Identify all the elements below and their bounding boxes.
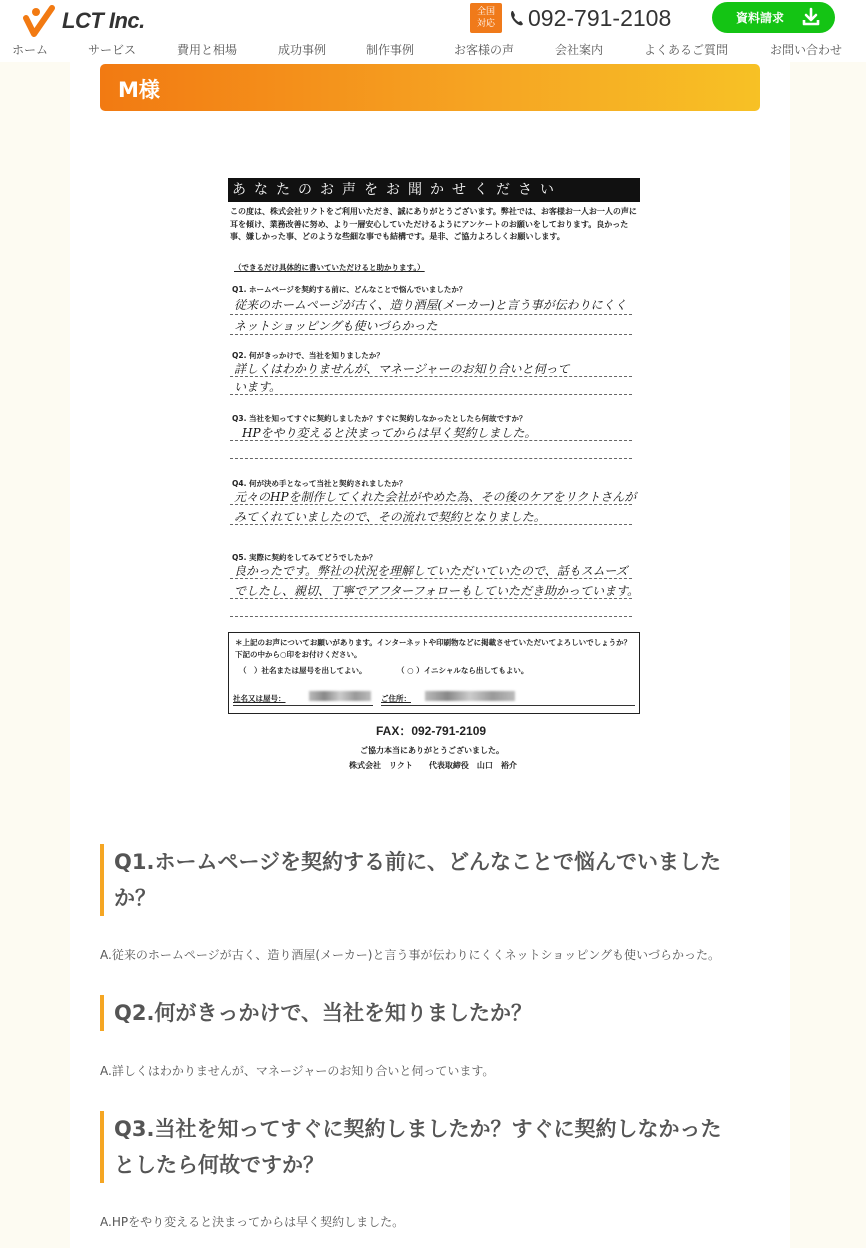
answer-line: [230, 394, 632, 395]
question-heading-2: Q2.何がきっかけで、当社を知りましたか？: [100, 995, 760, 1031]
address-label: ご住所：: [381, 694, 411, 703]
consent-text: ＊上記のお声についてお願いがあります。インターネットや印刷物などに掲載させていただいてよろしいでしょうか？下記の中から○印をお付けください。: [235, 638, 632, 659]
redacted-company: [309, 691, 371, 701]
form-heading: あなたのお声をお聞かせください: [228, 178, 640, 202]
answer-line: [230, 578, 632, 579]
form-question: Q1. ホームページを契約する前に、どんなことで悩んでいましたか？: [232, 285, 467, 294]
phone-number[interactable]: [509, 4, 671, 32]
form-question: Q2. 何がきっかけで、当社を知りましたか？: [232, 351, 384, 360]
question-heading-1: Q1.ホームページを契約する前に、どんなことで悩んでいました か？: [100, 844, 760, 916]
download-icon: [801, 7, 821, 27]
answer-line: [230, 440, 632, 441]
form-intro: この度は、株式会社リクトをご利用いただき、誠にありがとうございます。弊社では、お客様お一人お一人の声に耳を傾け、業務改善に努め、より一層安心していただけるようにアンケートのお願いをしております。良かった事、嫌しかった事、どのような些細な事でも結構です。是非、ご協力よろしくお願いします。: [230, 207, 637, 241]
handwritten-answer: 詳しくはわかりませんが、マネージャーのお知り合いと伺って: [234, 362, 570, 376]
page-title-bar: [100, 64, 760, 111]
logo-mark-icon: [22, 4, 60, 38]
nav-item-home[interactable]: ホーム: [12, 43, 49, 57]
handwritten-answer: 従来のホームページが古く、造り酒屋(メーカー)と言う事が伝わりにくく: [234, 298, 627, 312]
redacted-address: [425, 691, 515, 701]
address-underline: [381, 705, 635, 706]
answer-line: [230, 334, 632, 335]
main-nav: [0, 40, 866, 60]
answer-line: [230, 376, 632, 377]
signature: 株式会社 リクト 代表取締役 山口 裕介: [349, 761, 517, 770]
answer-line: [230, 504, 632, 505]
handwritten-answer: ネットショッピングも使いづらかった: [234, 319, 438, 333]
request-materials-button[interactable]: 資料請求: [712, 2, 835, 33]
answer-line: [230, 524, 632, 525]
thanks-message: ご協力本当にありがとうございました。: [360, 746, 504, 755]
form-note: （できるだけ具体的に書いていただけると助かります。）: [234, 263, 425, 272]
question-heading-3: Q3.当社を知ってすぐに契約しましたか？すぐに契約しなかった としたら何故ですか？: [100, 1111, 760, 1183]
form-question: Q5. 実際に契約をしてみてどうでしたか？: [232, 553, 377, 562]
handwritten-answer: 良かったです。弊社の状況を理解していただいていたので、話もスムーズ: [234, 564, 628, 578]
logo-text: LCT Inc.: [62, 8, 145, 33]
form-question: Q3. 当社を知ってすぐに契約しましたか？すぐに契約しなかったとしたら何故ですか？: [232, 414, 527, 423]
nav-item-works[interactable]: 制作事例: [366, 43, 415, 57]
nav-item-voices[interactable]: お客様の声: [454, 43, 515, 57]
nav-item-service[interactable]: サービス: [88, 43, 137, 57]
phone-icon: [509, 9, 525, 27]
fax-number: FAX：092-791-2109: [376, 724, 487, 738]
scanned-questionnaire: [228, 178, 640, 714]
nav-item-faq[interactable]: よくあるご質問: [644, 43, 729, 57]
nationwide-badge: 全国 対応: [470, 3, 502, 33]
answer-3: A.HPをやり変えると決まってからは早く契約しました。: [100, 1215, 405, 1229]
logo[interactable]: [22, 4, 145, 38]
company-name-label: 社名又は屋号：: [233, 694, 286, 703]
nav-item-pricing[interactable]: 費用と相場: [177, 43, 238, 57]
answer-2: A.詳しくはわかりませんが、マネージャーのお知り合いと伺っています。: [100, 1064, 495, 1078]
handwritten-answer: 元々のHPを制作してくれた会社がやめた為、その後のケアをリクトさんが: [234, 490, 637, 504]
handwritten-answer: います。: [234, 380, 282, 394]
page-title: M様: [118, 78, 160, 102]
answer-line: [230, 458, 632, 459]
nav-item-success[interactable]: 成功事例: [278, 43, 327, 57]
handwritten-answer: HPをやり変えると決まってからは早く契約しました。: [242, 426, 537, 440]
nav-item-company[interactable]: 会社案内: [555, 43, 604, 57]
form-question: Q4. 何が決め手となって当社と契約されましたか？: [232, 479, 407, 488]
answer-line: [230, 616, 632, 617]
answer-line: [230, 314, 632, 315]
consent-option-initials: （ ○ ）イニシャルなら出してもよい。: [397, 666, 529, 675]
consent-box: [228, 632, 640, 714]
site-header: [0, 0, 866, 62]
handwritten-answer: でしたし、親切、丁寧でアフターフォローもしていただき助かっています。: [234, 584, 640, 598]
answer-line: [230, 598, 632, 599]
company-underline: [233, 705, 373, 706]
consent-option-company: （ ）社名または屋号を出してよい。: [239, 666, 367, 675]
nav-item-contact[interactable]: お問い合わせ: [770, 43, 843, 57]
answer-1: A.従来のホームページが古く、造り酒屋(メーカー)と言う事が伝わりにくくネットショッピングも使いづらかった。: [100, 948, 720, 962]
phone-number-text: 092-791-2108: [528, 4, 672, 31]
handwritten-answer: みてくれていましたので、その流れで契約となりました。: [234, 510, 546, 524]
